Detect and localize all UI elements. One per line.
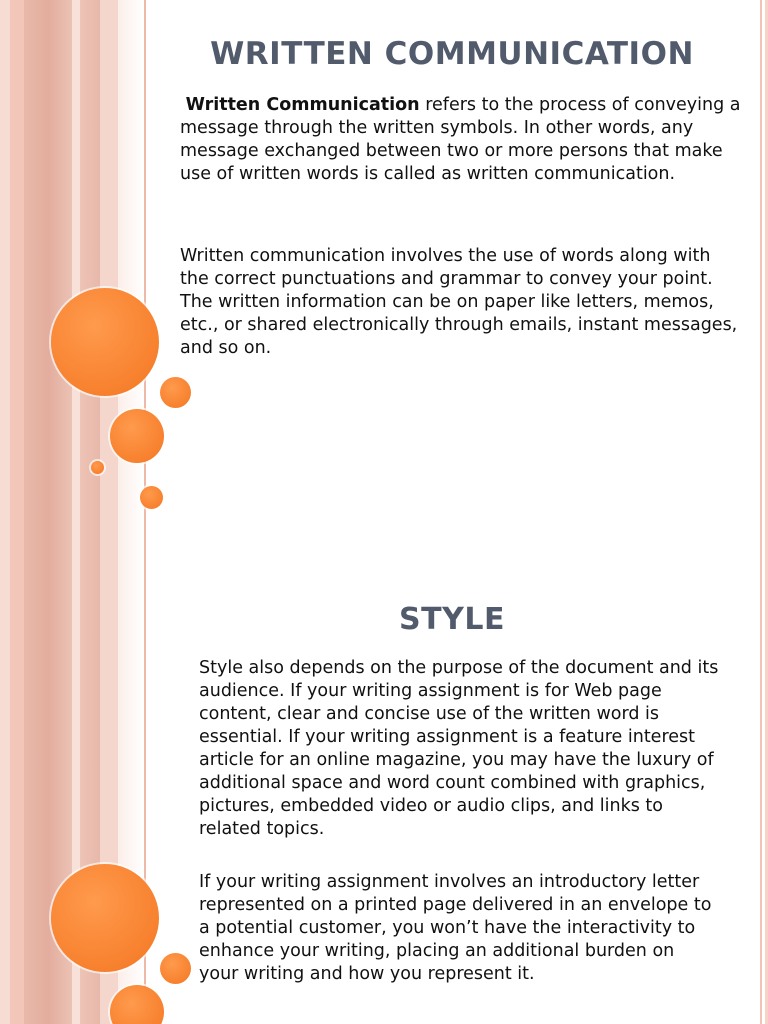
decor-stripe (760, 0, 762, 576)
decor-stripe (24, 576, 72, 1024)
definition-paragraph (180, 94, 742, 186)
decor-stripe (72, 0, 80, 576)
decor-stripe (118, 0, 144, 576)
term-bold: Written Communication (185, 95, 420, 115)
decor-stripe (24, 0, 72, 576)
decor-circle-large (51, 864, 159, 972)
decor-circle-small (160, 377, 191, 408)
decor-stripe (0, 576, 10, 1024)
decor-stripe (10, 576, 24, 1024)
decor-stripe (10, 0, 24, 576)
definition-text: refers to the process of conveying a message through the written symbols. In other words, any message exchanged between two or more persons that make use of written words is called as written communication. (180, 95, 741, 184)
decor-circle-tiny (91, 461, 104, 474)
decor-circle-medium (110, 409, 164, 463)
slide-style (0, 576, 768, 1024)
slide-title: STYLE (399, 602, 505, 637)
decor-circle-large (51, 288, 159, 396)
decor-stripe (0, 0, 10, 576)
decor-circle-small (160, 953, 191, 984)
slide-title: WRITTEN COMMUNICATION (210, 36, 694, 72)
decor-circle-medium (110, 985, 164, 1024)
decor-stripe (144, 576, 146, 1024)
decor-circle-small (140, 486, 163, 509)
decor-stripe (760, 576, 762, 1024)
body-paragraph: If your writing assignment involves an introductory letter represented on a printed page delivered in an envelope to a potential customer, you won’t have the interactivity to enhance your writing, placing an additional burden on your writing and how you represent it. (199, 872, 712, 984)
body-paragraph: Written communication involves the use of words along with the correct punctuations and grammar to convey your point. The written information can be on paper like letters, memos, etc., or shared electronically through emails, instant messages, and so on. (180, 246, 738, 358)
body-paragraph: Style also depends on the purpose of the document and its audience. If your writing assignment is for Web page content, clear and concise use of the written word is essential. If your writing assignment is a feature interest article for an online magazine, you may have the luxury of additional space and word count combined with graphics, pictures, embedded video or audio clips, and links to related topics. (199, 658, 719, 839)
